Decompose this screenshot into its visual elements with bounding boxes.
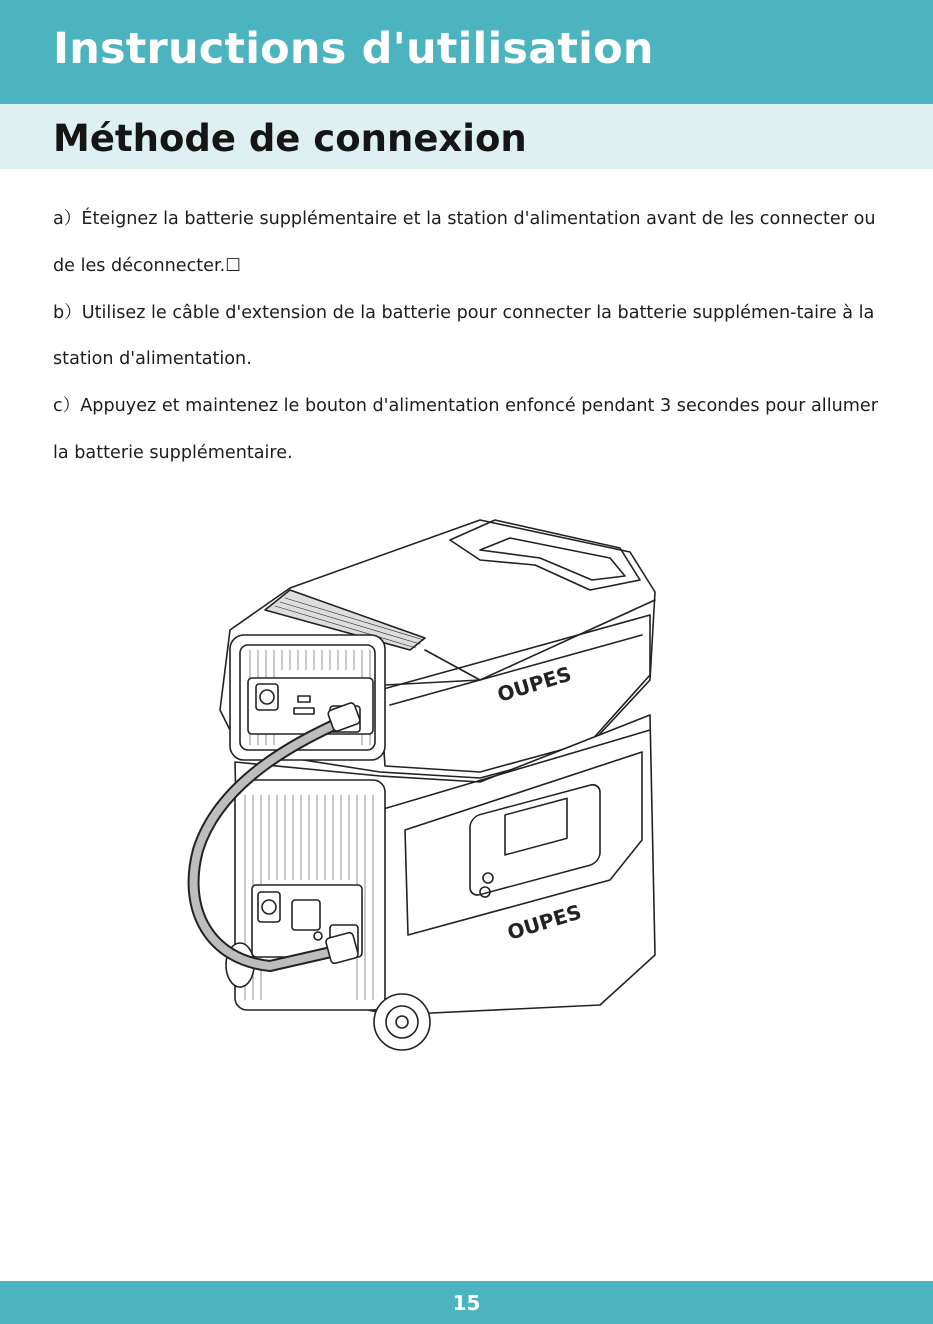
step-c: c）Appuyez et maintenez le bouton d'alimentation enfoncé pendant 3 secondes pour allumer la batterie supplémentaire.	[53, 396, 878, 463]
page-number: 15	[452, 1291, 481, 1315]
section-banner	[0, 104, 933, 169]
page-footer	[0, 1281, 933, 1324]
header-banner	[0, 0, 933, 104]
brand-logo-top: OUPES	[494, 661, 575, 707]
step-b: b）Utilisez le câble d'extension de la batterie pour connecter la batterie supplémen-taire à la station d'alimentation.	[53, 302, 875, 370]
section-title: Méthode de connexion	[53, 117, 527, 160]
page-title: Instructions d'utilisation	[53, 24, 654, 74]
instruction-list	[53, 196, 893, 477]
brand-logo-bottom: OUPES	[504, 899, 585, 945]
step-a: a）Éteignez la batterie supplémentaire et la station d'alimentation avant de les connecter ou de les déconnecter.☐	[53, 209, 876, 276]
product-illustration	[180, 510, 680, 1070]
